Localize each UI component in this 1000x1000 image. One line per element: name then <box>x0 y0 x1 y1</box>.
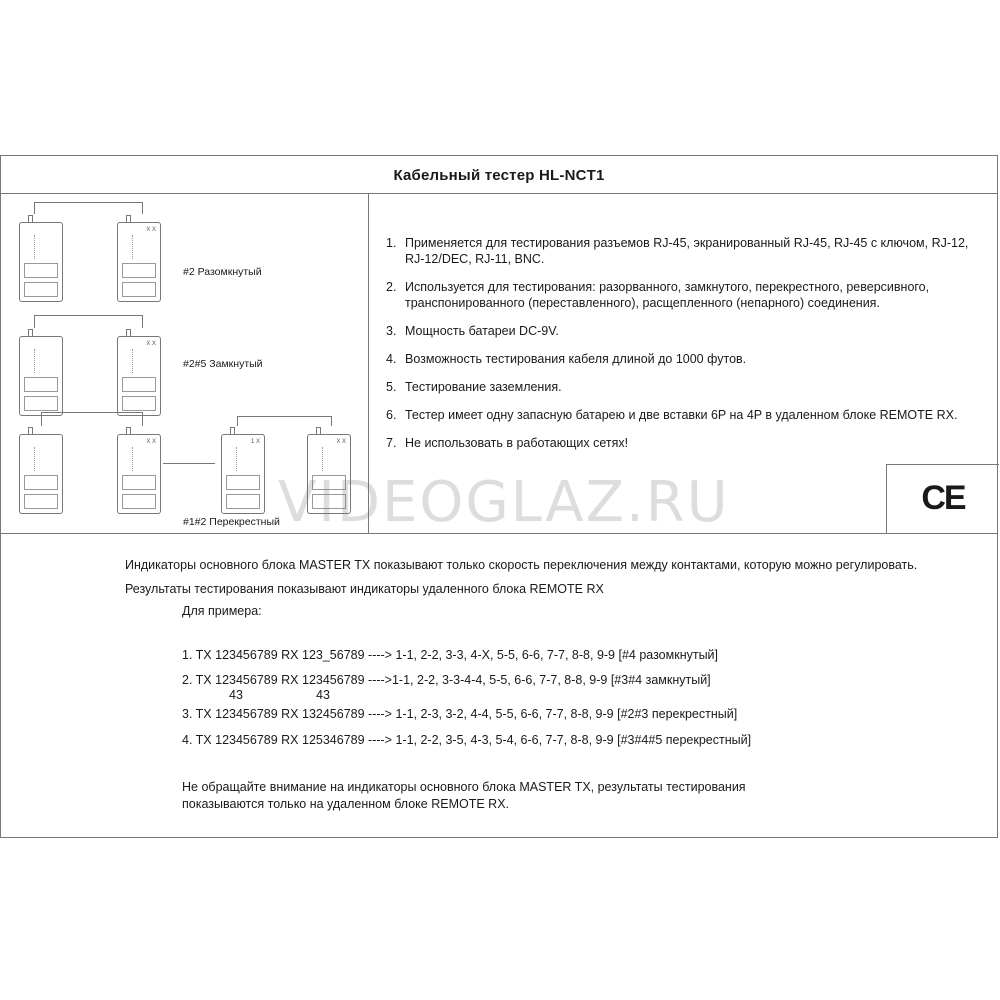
feature-item: 3. Мощность батареи DC-9V. <box>386 324 559 338</box>
watermark: VIDEOGLAZ.RU <box>278 470 730 535</box>
example-2-sub-rx: 43 <box>316 688 330 702</box>
title-row <box>1 156 997 194</box>
footer-line-1: Не обращайте внимание на индикаторы основного блока MASTER TX, результаты тестирования <box>182 780 746 794</box>
remote-rx-device-4: X X <box>307 434 351 514</box>
example-line: 3. TX 123456789 RX 132456789 ----> 1-1, 2-3, 3-2, 4-4, 5-5, 6-6, 7-7, 8-8, 9-9 [#2#3 перекрестный] <box>182 707 738 721</box>
feature-item: 5. Тестирование заземления. <box>386 380 562 394</box>
note-line-2: Результаты тестирования показывают индикаторы удаленного блока REMOTE RX <box>125 582 604 596</box>
remote-rx-device-2: X X <box>117 336 161 416</box>
master-tx-device-1 <box>19 222 63 302</box>
feature-item: 6. Тестер имеет одну запасную батарею и две вставки 6P на 4P в удаленном блоке REMOTE RX. <box>386 408 958 422</box>
page-title: Кабельный тестер HL-NCT1 <box>393 167 605 184</box>
diagram-label-open: #2 Разомкнутый <box>183 266 262 278</box>
remote-rx-device-1: X X <box>117 222 161 302</box>
diagram-label-cross: #1#2 Перекрестный <box>183 516 280 528</box>
example-2-sub-tx: 43 <box>229 688 243 702</box>
footer-line-2: показываются только на удаленном блоке REMOTE RX. <box>182 797 510 811</box>
example-line: 1. TX 123456789 RX 123_56789 ----> 1-1, 2-2, 3-3, 4-X, 5-5, 6-6, 7-7, 8-8, 9-9 [#4 разомкнутый] <box>182 648 719 662</box>
diagram-label-short: #2#5 Замкнутый <box>183 358 263 370</box>
master-tx-device-3 <box>19 434 63 514</box>
feature-item: 4. Возможность тестирования кабеля длиной до 1000 футов. <box>386 352 747 366</box>
feature-item: 2. Используется для тестирования: разорванного, замкнутого, перекрестного, реверсивного, транспонированного (переставленного), расщепленного (непарного) соединения. <box>386 280 930 310</box>
note-line-1: Индикаторы основного блока MASTER TX показывают только скорость переключения между контактами, которую можно регулировать. <box>125 558 918 572</box>
master-tx-device-2 <box>19 336 63 416</box>
features-list <box>386 235 986 463</box>
ce-mark-box <box>886 464 999 533</box>
feature-item: 1. Применяется для тестирования разъемов RJ-45, экранированный RJ-45, RJ-45 с ключом, RJ-12, RJ-12/DEC, RJ-11, BNC. <box>386 236 969 266</box>
remote-rx-device-3: X X <box>117 434 161 514</box>
example-header: Для примера: <box>182 604 262 618</box>
master-tx-device-4: 1 X <box>221 434 265 514</box>
example-line: 2. TX 123456789 RX 123456789 ---->1-1, 2-2, 3-3-4-4, 5-5, 6-6, 7-7, 8-8, 9-9 [#3#4 замкнутый] <box>182 673 711 687</box>
feature-item: 7. Не использовать в работающих сетях! <box>386 436 629 450</box>
example-line: 4. TX 123456789 RX 125346789 ----> 1-1, 2-2, 3-5, 4-3, 5-4, 6-6, 7-7, 8-8, 9-9 [#3#4#5 перекрестный] <box>182 733 752 747</box>
ce-mark-icon: CE <box>921 479 965 517</box>
